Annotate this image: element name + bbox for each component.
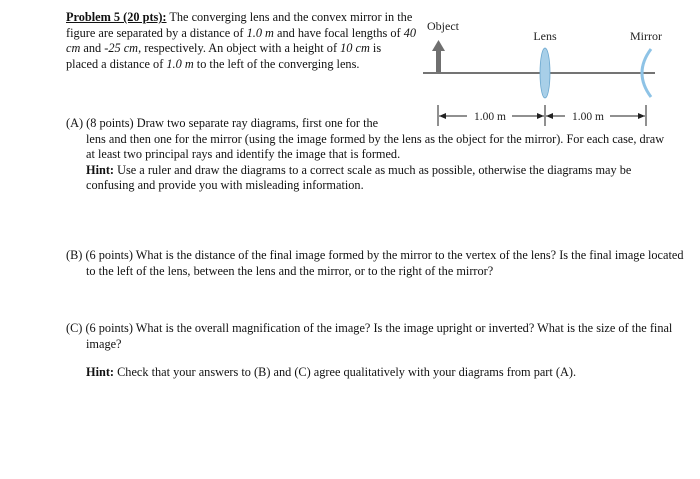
- statement-text-4: , respectively. An object with a height of: [138, 41, 341, 55]
- object-label: Object: [427, 19, 459, 33]
- hint-text: Use a ruler and draw the diagrams to a correct scale as much as possible, otherwise the diagrams may be confusing and provide you with misleading information.: [86, 162, 632, 192]
- statement-text-6: to the left of the converging lens.: [193, 56, 360, 71]
- mirror-label: Mirror: [630, 29, 662, 43]
- part-a-body: lens and then one for the mirror (using the image formed by the lens as the object for the mirror). For each case, draw at least two principal rays and identify the image that is formed.: [86, 131, 665, 161]
- statement-text-1: The converging lens and the convex mirror in the figure are separated by a distance of: [66, 10, 413, 40]
- object-distance: 1.0 m: [166, 56, 194, 71]
- dimension-label-2: 1.00 m: [572, 111, 604, 123]
- dimension-label-1: 1.00 m: [474, 111, 506, 123]
- separation-value: 1.0 m: [246, 25, 274, 40]
- focal-length-mirror: -25 cm: [104, 41, 139, 55]
- part-b: (B) (6 points) What is the distance of the final image formed by the mirror to the vertex of the lens? Is the final image located to the left of the lens, between the lens and the mirror, or to the right of the mirror?: [66, 248, 684, 278]
- object-height: 10 cm: [340, 41, 370, 55]
- statement-text-2: and have focal lengths of: [273, 25, 404, 40]
- hint-label: Hint:: [86, 365, 115, 379]
- statement-text-3: and: [80, 41, 105, 55]
- problem-title: Problem 5 (20 pts):: [66, 10, 167, 24]
- statement-text-5: is placed a distance of: [66, 41, 382, 71]
- part-a-hint: [66, 163, 666, 194]
- focal-length-lens: 40 cm: [66, 25, 416, 55]
- lens-label: Lens: [533, 29, 557, 43]
- problem-statement: [66, 10, 416, 72]
- converging-lens: [540, 48, 550, 98]
- part-c-hint: [66, 365, 686, 381]
- hint-label: Hint:: [86, 162, 115, 177]
- object-arrow: [432, 40, 445, 72]
- hint-text: Check that your answers to (B) and (C) agree qualitatively with your diagrams from part (A).: [114, 365, 577, 379]
- part-a: [66, 116, 666, 194]
- part-a-line1: (A) (8 points) Draw two separate ray diagrams, first one for the: [66, 116, 379, 130]
- part-c: (C) (6 points) What is the overall magnification of the image? Is the image upright or inverted? What is the size of the final image?: [66, 321, 673, 351]
